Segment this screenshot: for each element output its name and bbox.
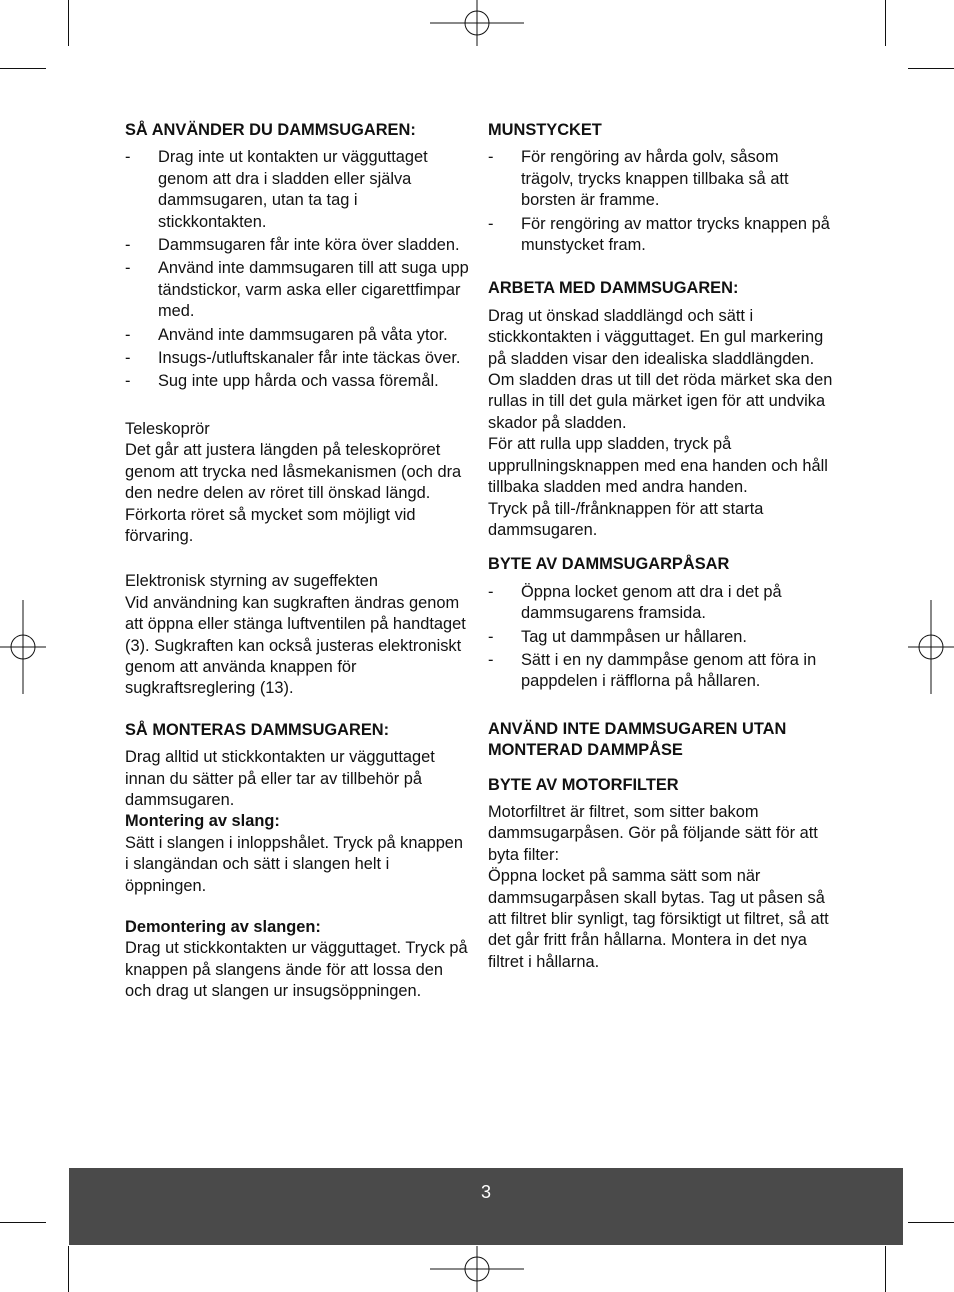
paragraph-working-2: För att rulla upp sladden, tryck på upprullningsknappen med ena handen och håll tillbaka sladden med andra handen.	[488, 435, 828, 497]
paragraph-dismounting: Drag ut stickkontakten ur vägguttaget. Tryck på knappen på slangens ände för att lossa den och drag ut slangen ur insugsöppningen.	[125, 939, 468, 1001]
nozzle-list	[488, 147, 833, 256]
list-item: - Drag inte ut kontakten ur vägguttaget genom att dra i sladden eller själva dammsugaren, utan ta tag i stickkontakten.	[125, 148, 428, 231]
dash-bullet-icon: -	[125, 349, 131, 368]
list-item: - Använd inte dammsugaren till att suga upp tändstickor, varm aska eller cigarettfimpar med.	[125, 259, 469, 321]
crop-mark-icon	[0, 68, 46, 69]
section-heading-assembly: SÅ MONTERAS DAMMSUGAREN:	[125, 720, 390, 739]
list-item: - För rengöring av hårda golv, såsom trägolv, trycks knappen tillbaka så att borsten är framme.	[488, 148, 789, 210]
paragraph-motor-filter-2: Öppna locket på samma sätt som när dammsugarpåsen skall bytas. Tag ut påsen så att filtret blir synligt, tag försiktigt ut filtret, så att det går fritt från hållarna. Montera in det nya filtret i hållarna.	[488, 867, 829, 971]
list-item: - Sug inte upp hårda och vassa föremål.	[125, 371, 470, 392]
dash-bullet-icon: -	[488, 650, 494, 669]
subheading-mounting: Montering av slang:	[125, 812, 280, 831]
dash-bullet-icon: -	[125, 325, 131, 344]
registration-mark-icon	[430, 1246, 524, 1292]
paragraph-assembly: Drag alltid ut stickkontakten ur vägguttaget innan du sätter på eller tar av tillbehör på dammsugaren.	[125, 748, 435, 809]
section-heading-bag-change: BYTE AV DAMMSUGARPÅSAR	[488, 555, 730, 574]
crop-mark-icon	[0, 1222, 46, 1223]
section-heading-working: ARBETA MED DAMMSUGAREN:	[488, 279, 739, 298]
subheading-electronic: Elektronisk styrning av sugeffekten	[125, 572, 378, 591]
footer-bar	[69, 1168, 903, 1245]
subheading-dismounting: Demontering av slangen:	[125, 918, 321, 936]
dash-bullet-icon: -	[488, 148, 494, 167]
list-item: - Använd inte dammsugaren på våta ytor.	[125, 325, 470, 346]
crop-mark-icon	[68, 1246, 69, 1292]
paragraph-motor-filter-1: Motorfiltret är filtret, som sitter bakom dammsugarpåsen. Gör på följande sätt för att byta filter:	[488, 802, 818, 864]
section-heading-motor-filter: BYTE AV MOTORFILTER	[488, 775, 679, 794]
paragraph-working-3: Tryck på till-/frånknappen för att starta dammsugaren.	[488, 499, 764, 539]
list-item: - Dammsugaren får inte köra över sladden.	[125, 235, 470, 256]
dash-bullet-icon: -	[488, 627, 494, 646]
list-item: - För rengöring av mattor trycks knappen på munstycket fram.	[488, 214, 830, 255]
bag-change-list	[488, 582, 833, 693]
subheading-telescope: Teleskoprör	[125, 419, 210, 438]
right-column	[488, 120, 833, 973]
crop-mark-icon	[885, 1246, 886, 1292]
registration-mark-icon	[430, 0, 524, 46]
paragraph-electronic: Vid användning kan sugkraften ändras genom att öppna eller stänga luftventilen på handtaget (3). Sugkraften kan också justeras elektroniskt genom att använda knappen för sugkraftsreglering (13).	[125, 593, 466, 698]
dash-bullet-icon: -	[488, 582, 494, 601]
left-column	[125, 120, 470, 1003]
crop-mark-icon	[908, 1222, 954, 1223]
list-item: - Sätt i en ny dammpåse genom att föra in pappdelen i räfflorna på hållaren.	[488, 650, 817, 691]
list-item: - Insugs-/utluftskanaler får inte täckas över.	[125, 348, 470, 369]
paragraph-mounting: Sätt i slangen i inloppshålet. Tryck på knappen i slangändan och sätt i slangen helt i öppningen.	[125, 833, 464, 895]
dash-bullet-icon: -	[125, 148, 131, 167]
registration-mark-icon	[0, 600, 46, 694]
section-heading-nozzle: MUNSTYCKET	[488, 121, 602, 139]
list-item: - Tag ut dammpåsen ur hållaren.	[488, 627, 833, 648]
section-heading-usage: SÅ ANVÄNDER DU DAMMSUGAREN:	[125, 121, 416, 139]
paragraph-working-1: Drag ut önskad sladdlängd och sätt i stickkontakten i vägguttaget. En gul markering på sladden visar den idealiska sladdlängden. Om sladden dras ut till det röda märket ska den rullas in till det gula märket igen för att undvika skador på sladden.	[488, 306, 833, 432]
usage-list	[125, 147, 470, 392]
crop-mark-icon	[885, 0, 886, 46]
registration-mark-icon	[908, 600, 954, 694]
list-item: - Öppna locket genom att dra i det på dammsugarens framsida.	[488, 582, 782, 623]
crop-mark-icon	[908, 68, 954, 69]
page-number: 3	[480, 1182, 491, 1202]
warning-heading: ANVÄND INTE DAMMSUGAREN UTAN MONTERAD DAMMPÅSE	[488, 719, 787, 760]
dash-bullet-icon: -	[125, 236, 131, 255]
dash-bullet-icon: -	[488, 214, 494, 233]
paragraph-telescope: Det går att justera längden på teleskopröret genom att trycka ned låsmekanismen (och dra den nedre delen av röret till önskad längd. Förkorta röret så mycket som möjligt vid förvaring.	[125, 441, 462, 545]
dash-bullet-icon: -	[125, 372, 131, 391]
dash-bullet-icon: -	[125, 259, 131, 278]
crop-mark-icon	[68, 0, 69, 46]
